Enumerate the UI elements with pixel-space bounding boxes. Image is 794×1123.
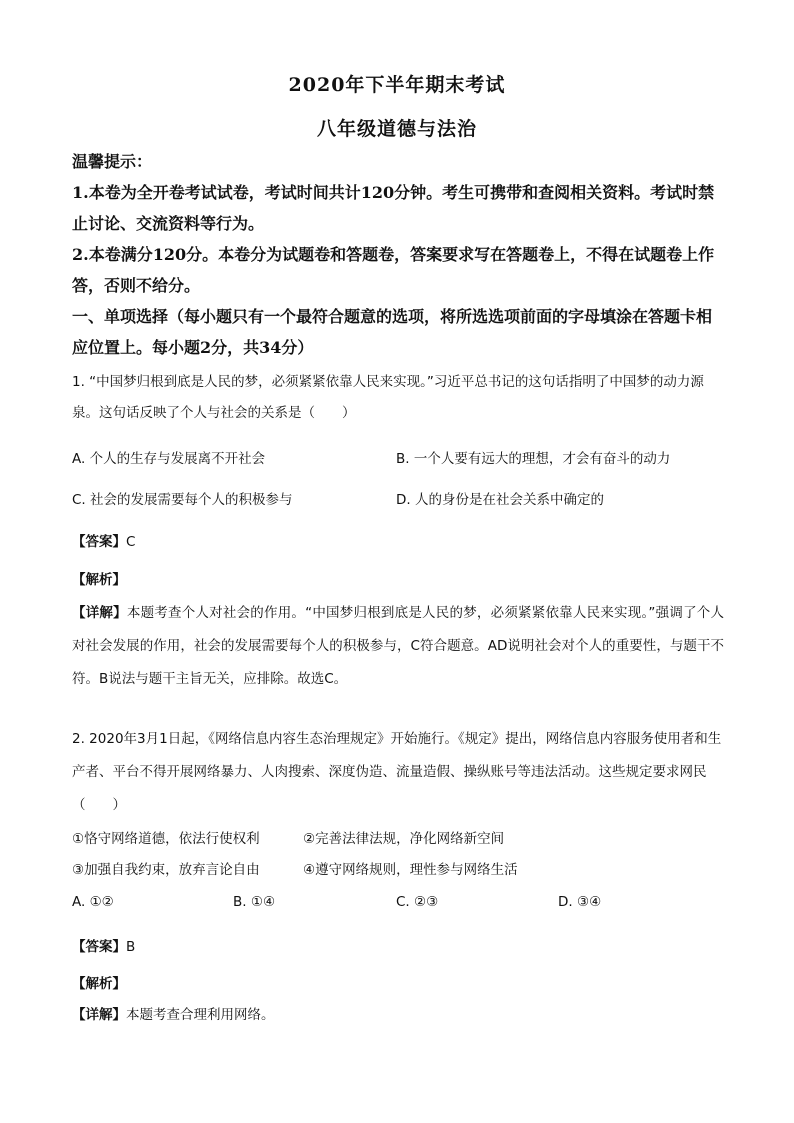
- q2-detail: [72, 1003, 275, 1023]
- q1-options-row-2: [72, 488, 722, 512]
- notice-item-2: 2.本卷满分120分。本卷分为试题卷和答题卷，答案要求写在答题卷上，不得在试题卷上作答，否则不给分。: [72, 245, 715, 295]
- q1-option-c: C. 社会的发展需要每个人的积极参与: [72, 492, 293, 508]
- q2-statement-2: ②完善法律法规，净化网络新空间: [303, 831, 505, 847]
- notice-item-1: 1.本卷为全开卷考试试卷，考试时间共计120分钟。考生可携带和查阅相关资料。考试时禁止讨论、交流资料等行为。: [72, 183, 715, 233]
- q2-option-d: D. ③④: [558, 894, 602, 910]
- q1-analysis-tag: 【解析】: [72, 572, 126, 588]
- q2-statement-1: ①恪守网络道德，依法行使权利: [72, 831, 260, 847]
- q1-answer-tag: 【答案】: [72, 534, 126, 550]
- q2-analysis-tag: 【解析】: [72, 976, 126, 992]
- notice-heading: 温馨提示：: [72, 152, 153, 171]
- q2-detail-tag: 【详解】: [72, 1007, 126, 1023]
- q2-analysis-line: [72, 972, 126, 992]
- section-heading: 一、单项选择（每小题只有一个最符合题意的选项，将所选选项前面的字母填涂在答题卡相应位置上。每小题2分，共34分）: [72, 307, 713, 357]
- q2-option-c: C. ②③: [396, 894, 439, 910]
- q2-answer-tag: 【答案】: [72, 939, 126, 955]
- q1-answer-line: [72, 530, 135, 550]
- q2-statements-row-2: [72, 858, 722, 882]
- q2-statement-4: ④遵守网络规则，理性参与网络生活: [303, 862, 518, 878]
- q2-option-a: A. ①②: [72, 894, 114, 910]
- q1-option-b: B. 一个人要有远大的理想，才会有奋斗的动力: [396, 451, 671, 467]
- q1-options-row-1: [72, 447, 722, 471]
- q1-detail-text: 本题考查个人对社会的作用。“中国梦归根到底是人民的梦，必须紧紧依靠人民来实现。”强调了个人对社会发展的作用，社会的发展需要每个人的积极参与，C符合题意。AD说明社会对个人的重要性，与题干不符。B说法与题干主旨无关，应排除。故选C。: [72, 605, 724, 687]
- q1-detail: [72, 597, 724, 696]
- q2-statement-3: ③加强自我约束，放弃言论自由: [72, 862, 260, 878]
- exam-title: 2020年下半年期末考试: [288, 74, 506, 96]
- exam-subtitle: 八年级道德与法治: [316, 118, 477, 140]
- q2-answer-line: [72, 935, 135, 955]
- q2-options-row: [72, 894, 722, 918]
- q2-statements-row-1: [72, 827, 722, 851]
- q1-detail-tag: 【详解】: [72, 605, 127, 621]
- q1-option-a: A. 个人的生存与发展离不开社会: [72, 451, 266, 467]
- q2-detail-text: 本题考查合理利用网络。: [126, 1007, 275, 1023]
- q1-option-d: D. 人的身份是在社会关系中确定的: [396, 492, 604, 508]
- q2-answer: B: [126, 939, 136, 955]
- q1-analysis-line: [72, 568, 126, 588]
- q2-stem: 2. 2020年3月1日起，《网络信息内容生态治理规定》开始施行。《规定》提出，网络信息内容服务使用者和生产者、平台不得开展网络暴力、人肉搜索、深度伪造、流量造假、操纵账号等违法活动。这些规定要求网民（ ）: [72, 731, 722, 813]
- q1-stem: 1. “中国梦归根到底是人民的梦，必须紧紧依靠人民来实现。”习近平总书记的这句话指明了中国梦的动力源泉。这句话反映了个人与社会的关系是（ ）: [72, 374, 704, 421]
- q1-answer: C: [126, 534, 136, 550]
- q2-option-b: B. ①④: [233, 894, 276, 910]
